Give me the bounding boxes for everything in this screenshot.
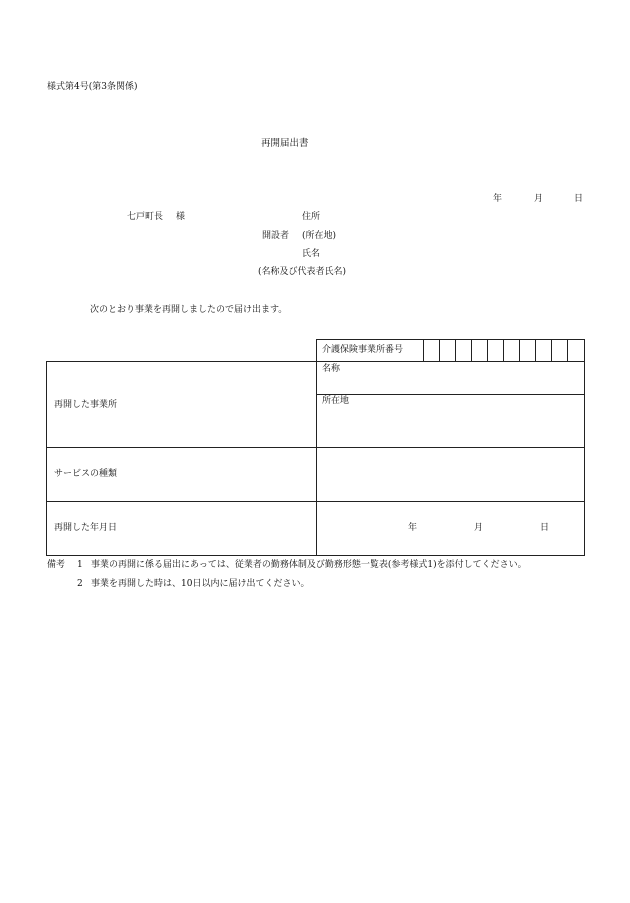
recipient: 七戸町長: [127, 212, 164, 222]
form-number: 様式第4号(第3条関係): [47, 82, 138, 92]
table-left-border: [46, 361, 47, 555]
date-year-label: 年: [493, 194, 503, 204]
office-number-digit[interactable]: [536, 343, 551, 357]
document-title: 再開届出書: [261, 138, 309, 149]
note-text: 事業を再開した時は、10日以内に届け出てください。: [91, 579, 310, 589]
office-number-digit[interactable]: [520, 343, 535, 357]
reopen-month-label: 月: [474, 523, 484, 533]
address-label: 住所: [302, 212, 321, 222]
table-column-divider: [316, 339, 317, 555]
office-number-label: 介護保険事業所番号: [322, 345, 404, 355]
office-number-digit[interactable]: [568, 343, 583, 357]
note-number: 1: [77, 560, 83, 570]
table-top-border: [316, 339, 585, 340]
table-bottom-border: [46, 555, 585, 556]
office-number-digit[interactable]: [424, 343, 439, 357]
statement: 次のとおり事業を再開しましたので届け出ます。: [90, 305, 288, 315]
office-label: 再開した事業所: [54, 400, 118, 410]
name-label: 氏名: [302, 249, 321, 259]
office-name-label: 名称: [322, 364, 341, 374]
date-day-label: 日: [574, 194, 584, 204]
notes-heading: 備考: [47, 560, 66, 570]
name-note: (名称及び代表者氏名): [258, 267, 347, 277]
location-note: (所在地): [302, 231, 337, 241]
date-month-label: 月: [534, 194, 544, 204]
office-number-digit[interactable]: [456, 343, 471, 357]
note-text: 事業の再開に係る届出にあっては、従業者の勤務体制及び勤務形態一覧表(参考様式1)を添付してください。: [91, 560, 527, 570]
service-type-label: サービスの種類: [54, 469, 118, 479]
note-number: 2: [77, 579, 83, 589]
reopen-day-label: 日: [540, 523, 550, 533]
office-number-digit[interactable]: [488, 343, 503, 357]
office-number-digit[interactable]: [440, 343, 455, 357]
office-location-label: 所在地: [322, 396, 350, 406]
office-number-digit[interactable]: [552, 343, 567, 357]
office-number-digit[interactable]: [504, 343, 519, 357]
reopen-year-label: 年: [408, 523, 418, 533]
office-number-digit[interactable]: [472, 343, 487, 357]
table-right-border: [584, 339, 585, 555]
honorific: 様: [176, 212, 186, 222]
table-row-border: [316, 394, 585, 395]
opener-label: 開設者: [262, 231, 290, 241]
form-table: [46, 339, 585, 556]
reopen-date-label: 再開した年月日: [54, 523, 118, 533]
